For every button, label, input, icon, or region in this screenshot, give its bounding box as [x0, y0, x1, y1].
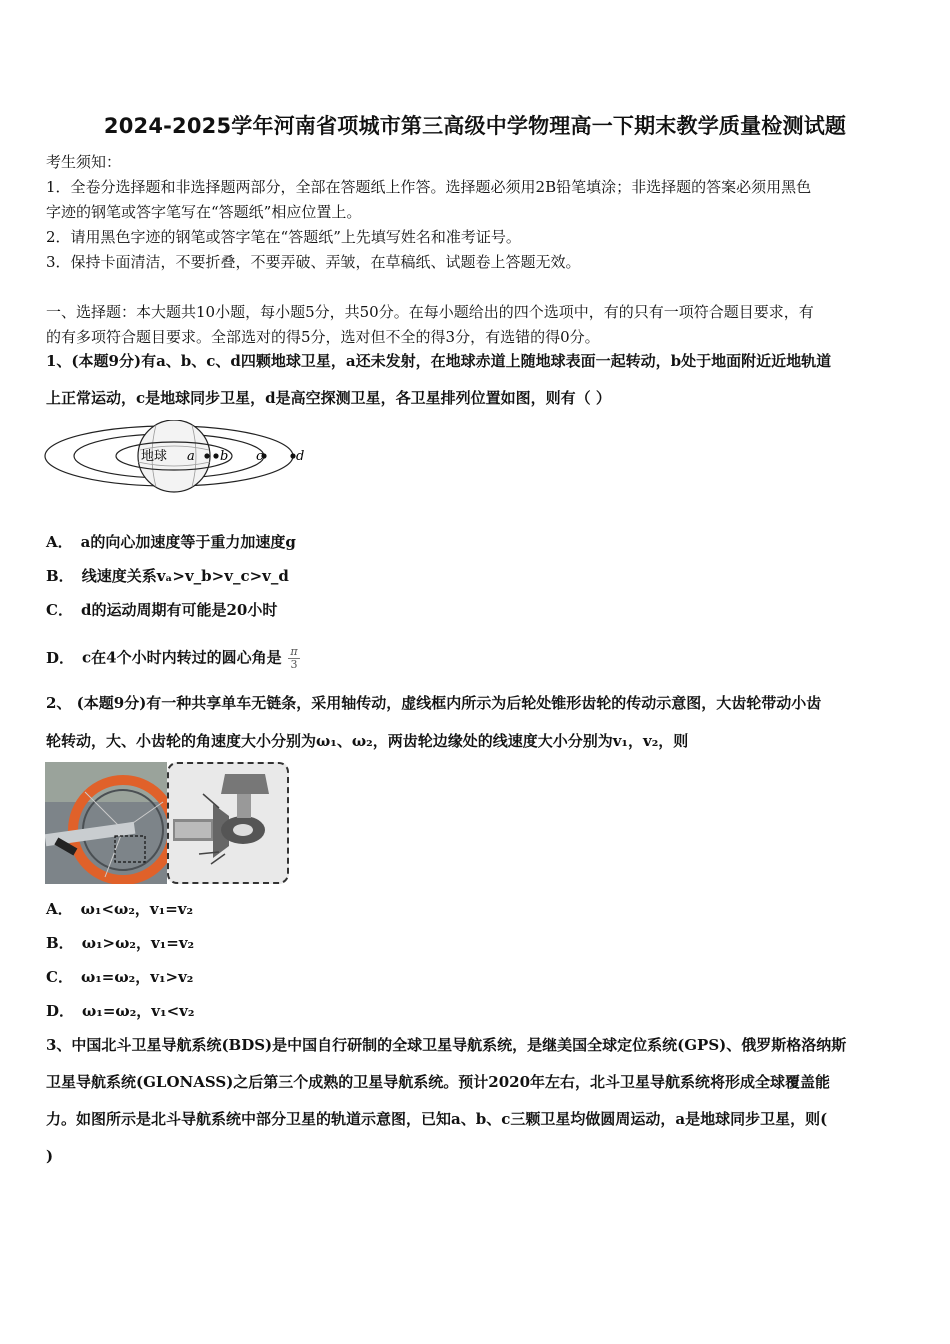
q3-stem-1: 3、中国北斗卫星导航系统(BDS)是中国自行研制的全球卫星导航系统，是继美国全球定位系统(GPS)、俄罗斯格洛纳斯 — [46, 1036, 847, 1054]
q2-option-c[interactable] — [46, 967, 193, 987]
label-a: a — [187, 449, 195, 464]
q1-option-c[interactable] — [46, 600, 277, 620]
option-text: d的运动周期有可能是20小时 — [80, 601, 278, 619]
q1-stem-1: 1、(本题9分)有a、b、c、d四颗地球卫星，a还未发射，在地球赤道上随地球表面一起转动，b处于地面附近近地轨道 — [46, 352, 832, 370]
q1-option-b[interactable] — [46, 566, 289, 586]
option-key: B． — [46, 934, 74, 952]
section-instructions-2: 的有多项符合题目要求。全部选对的得5分，选对但不全的得3分，有选错的得0分。 — [46, 328, 600, 346]
q2-stem-1: 2、 (本题9分)有一种共享单车无链条，采用轴传动，虚线框内所示为后轮处锥形齿轮的传动示意图，大齿轮带动小齿 — [46, 694, 822, 712]
option-text: c在4个小时内转过的圆心角是 — [82, 648, 282, 667]
q2-option-d[interactable] — [46, 1001, 194, 1021]
bevel-gear-diagram — [167, 762, 289, 884]
q2-option-a[interactable] — [46, 899, 193, 919]
earth-label: 地球 — [141, 449, 168, 464]
option-key: C． — [46, 968, 73, 986]
option-key: C． — [46, 601, 73, 619]
q3-stem-3: 力。如图所示是北斗导航系统中部分卫星的轨道示意图，已知a、b、c三颗卫星均做圆周运动，a是地球同步卫星，则( — [46, 1110, 828, 1128]
option-text: ω₁>ω₂，v₁=v₂ — [81, 934, 195, 952]
fraction-numerator: π — [290, 645, 298, 658]
option-key: A． — [46, 533, 73, 551]
q1-option-d[interactable] — [46, 646, 300, 671]
option-text: ω₁=ω₂，v₁<v₂ — [82, 1002, 195, 1020]
option-text: ω₁<ω₂，v₁=v₂ — [80, 900, 194, 918]
option-key: D． — [46, 648, 75, 667]
section-instructions-1: 一、选择题：本大题共10小题，每小题5分，共50分。在每小题给出的四个选项中，有的只有一项符合题目要求，有 — [46, 303, 814, 321]
label-c: c — [256, 449, 264, 464]
fraction-denominator: 3 — [290, 658, 298, 671]
option-key: B． — [46, 567, 74, 585]
notice-item-3: 3．保持卡面清洁，不要折叠，不要弄破、弄皱，在草稿纸、试题卷上答题无效。 — [46, 253, 581, 271]
q2-option-b[interactable] — [46, 933, 194, 953]
q1-option-a[interactable] — [46, 532, 296, 552]
option-text: a的向心加速度等于重力加速度g — [80, 533, 296, 551]
option-text: ω₁=ω₂，v₁>v₂ — [80, 968, 194, 986]
fraction-pi-over-3 — [288, 646, 299, 671]
notice-item-1b: 字迹的钢笔或答字笔写在“答题纸”相应位置上。 — [46, 203, 362, 221]
notice-item-1a: 1．全卷分选择题和非选择题两部分，全部在答题纸上作答。选择题必须用2B铅笔填涂；非选择题的答案必须用黑色 — [46, 178, 812, 196]
notice-heading: 考生须知： — [46, 153, 122, 171]
bicycle-photo — [45, 762, 167, 884]
label-d: d — [296, 449, 305, 464]
satellite-orbit-figure — [44, 420, 314, 495]
option-key: D． — [46, 1002, 75, 1020]
page-title: 2024-2025学年河南省项城市第三高级中学物理高一下期末教学质量检测试题 — [103, 114, 847, 138]
option-key: A． — [46, 900, 73, 918]
q3-stem-4: ) — [46, 1147, 54, 1165]
label-b: b — [220, 449, 229, 464]
q2-stem-2: 轮转动，大、小齿轮的角速度大小分别为ω₁、ω₂，两齿轮边缘处的线速度大小分别为v₁，v₂，则 — [46, 732, 689, 750]
option-text: 线速度关系vₐ>v_b>v_c>v_d — [81, 567, 289, 585]
q3-stem-2: 卫星导航系统(GLONASS)之后第三个成熟的卫星导航系统。预计2020年左右，北斗卫星导航系统将形成全球覆盖能 — [46, 1073, 831, 1091]
q1-stem-2: 上正常运动，c是地球同步卫星，d是高空探测卫星，各卫星排列位置如图，则有（ ） — [46, 389, 611, 407]
notice-item-2: 2．请用黑色字迹的钢笔或答字笔在“答题纸”上先填写姓名和准考证号。 — [46, 228, 521, 246]
